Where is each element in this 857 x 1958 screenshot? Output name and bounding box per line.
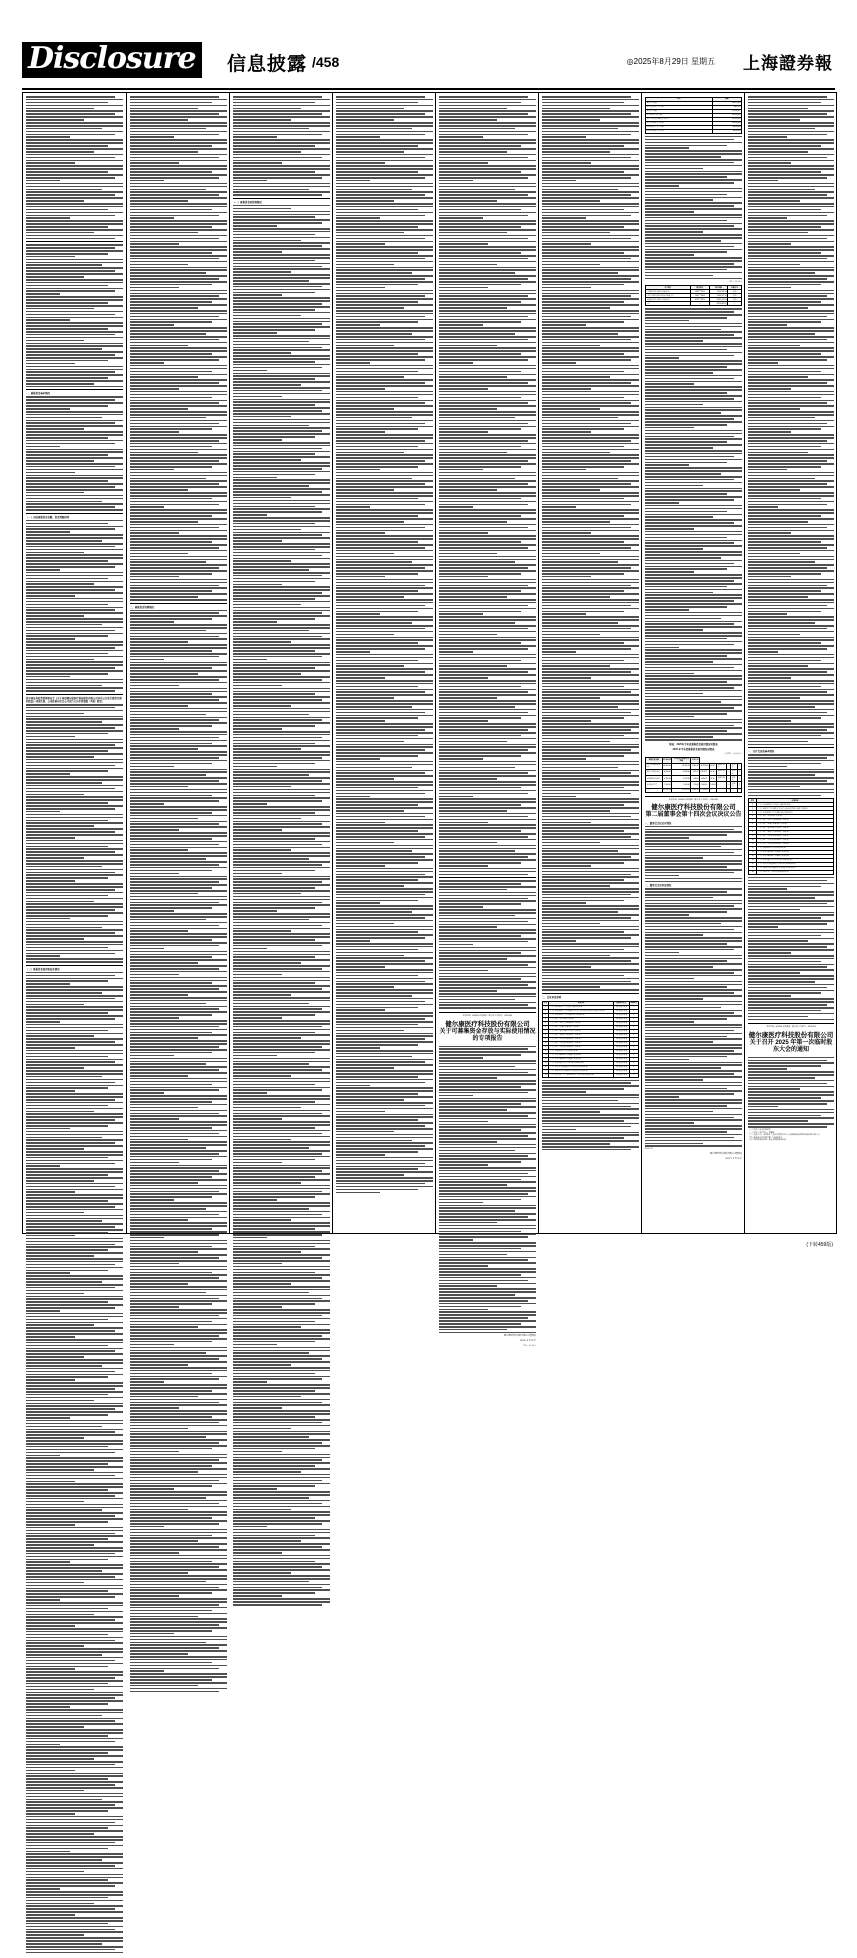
table-cell: 10 bbox=[543, 1041, 549, 1045]
table-cell: 其中：累计投入募集资金项目 bbox=[646, 117, 713, 121]
col-name: 议案名称 bbox=[549, 1001, 614, 1005]
table-cell: 13 bbox=[749, 850, 757, 854]
section-heading: 一、董事会会议召开情况 bbox=[645, 821, 672, 825]
text-block bbox=[130, 96, 227, 601]
table-unit: 合并单位：人民币万元 bbox=[724, 752, 742, 755]
article-company-name: 健尔康医疗科技股份有限公司 bbox=[651, 804, 736, 812]
col-amount: 金额 bbox=[712, 98, 741, 102]
table-cell: 非累积投票议案 bbox=[615, 1050, 628, 1052]
table-cell: 9 bbox=[543, 1037, 549, 1041]
closing-note: 特此公告。 bbox=[645, 1148, 655, 1151]
table-cell: — bbox=[690, 302, 709, 306]
table-cell: 否 bbox=[738, 776, 742, 782]
col-year-value: 3,311.39 bbox=[691, 757, 700, 763]
col-account: 银行账号 bbox=[690, 286, 709, 290]
col-no: 序号 bbox=[543, 1002, 548, 1005]
table-cell: 非累积投票议案 bbox=[615, 1065, 628, 1068]
table-cell: 活期 bbox=[728, 298, 742, 302]
text-block bbox=[748, 754, 834, 796]
agenda-right-table bbox=[748, 798, 834, 875]
table-cell: 非累积投票议案 bbox=[615, 1006, 628, 1009]
section-heading: 二、董事会会议审议情况 bbox=[645, 884, 672, 888]
table-cell: 41.34 bbox=[709, 776, 716, 782]
doc-number: 证券代码：603205 证券简称：健尔康 公告编号：2025-034 bbox=[766, 1026, 816, 1029]
table-cell: √ bbox=[629, 1065, 638, 1069]
table-cell: 2 bbox=[543, 1009, 549, 1013]
table-cell: 《关于修订〈公司章程〉的议案》 bbox=[757, 815, 834, 819]
column-6 bbox=[538, 93, 642, 1233]
table-cell: 《关于公司未来三年（2025-2027年）股东回报规划的议案》 bbox=[549, 1073, 614, 1077]
table-cell: 中国银行股份有限公司南通分行 bbox=[646, 290, 691, 294]
table-cell: 700.00 bbox=[691, 782, 700, 788]
col-total-value: 41,990.39 bbox=[662, 757, 672, 763]
column-2 bbox=[126, 93, 230, 1233]
table-cell: 累计使用募集资金总额 bbox=[646, 121, 713, 125]
table-cell: 《关于公司未来三年股东回报规划的议案》 bbox=[757, 870, 834, 874]
table-cell: √ bbox=[629, 1017, 638, 1021]
col-name: 议案名称 bbox=[757, 799, 834, 803]
table-cell: 4,790.39 bbox=[672, 776, 691, 782]
table-cell: 《关于修订〈董事会议事规则〉的议案》 bbox=[757, 823, 834, 827]
table-cell: 减：发行费用（不含税） bbox=[646, 105, 713, 109]
table-cell: 5158****9371 bbox=[690, 290, 709, 294]
table-cell: 100.00 bbox=[709, 782, 716, 788]
table-cell: 8 bbox=[749, 831, 757, 835]
table-cell: 7 bbox=[543, 1029, 549, 1033]
table-cell: 合计 bbox=[646, 788, 663, 792]
masthead-date: ◎2025年8月29日 星期五 bbox=[626, 57, 715, 66]
table-cell: 《关于修订〈对外投资管理制度〉的议案》 bbox=[549, 1045, 614, 1049]
table-cell: 6 bbox=[543, 1025, 549, 1029]
meeting-section-5: （四）现场会议召开的日期、时间和地点 bbox=[748, 1136, 783, 1139]
appendix-heading: 附表：2025年半年度募集资金使用情况对照表 bbox=[669, 742, 718, 746]
meeting-agenda-table bbox=[542, 1001, 639, 1078]
table-cell: √ bbox=[629, 1029, 638, 1033]
text-block bbox=[645, 888, 742, 1147]
table-cell: 不适用 bbox=[731, 763, 738, 769]
masthead-page-number: /458 bbox=[312, 54, 340, 70]
table-row bbox=[646, 302, 742, 306]
text-block bbox=[439, 1046, 536, 1334]
table-cell: 7,000.00 bbox=[672, 782, 691, 788]
article-company-name: 健尔康医疗科技股份有限公司 bbox=[445, 1020, 530, 1028]
table-cell: 4 bbox=[543, 1017, 549, 1021]
table-cell: 中国工商银行股份有限公司南通分行 bbox=[646, 294, 691, 298]
table-cell: √ bbox=[629, 1033, 638, 1037]
table-unit: 单位：人民币元 bbox=[523, 1344, 536, 1347]
text-block bbox=[542, 1080, 639, 1151]
column-8 bbox=[744, 93, 837, 1233]
table-cell: 《关于公司监事2025年度薪酬方案的议案》 bbox=[757, 854, 834, 858]
col-type: 存储方式 bbox=[728, 286, 742, 290]
section-heading: 经中国证券监督管理委员会《关于同意健尔康医疗科技股份有限公司首次公开发行股票注册的批复》同意注册，公司获准向社会公开发行人民币普通股（A股）股票。 bbox=[26, 696, 122, 703]
table-cell: 《关于公司董事2025年度薪酬方案的议案》 bbox=[757, 850, 834, 854]
masthead bbox=[22, 42, 835, 90]
table-cell: 67.56 bbox=[709, 763, 716, 769]
table-cell: √ bbox=[629, 1061, 638, 1065]
table-cell: 《关于修订〈独立董事工作制度〉的议案》 bbox=[549, 1029, 614, 1033]
table-cell: 非累积投票议案 bbox=[615, 1018, 628, 1021]
table-cell: 16 bbox=[749, 862, 757, 866]
table-cell: 非累积投票议案 bbox=[615, 1038, 628, 1041]
table-row bbox=[749, 870, 834, 874]
col-no: 序号 bbox=[749, 799, 757, 803]
table-cell: 《关于调整公司部分募投项目内部投资结构的议案》 bbox=[757, 866, 834, 870]
table-cell: 《关于修订〈关联交易管理制度〉的议案》 bbox=[757, 839, 834, 843]
table-cell: 《关于公司2025年半年度募集资金存放与实际使用情况的专项报告的议案》 bbox=[549, 1009, 614, 1013]
table-cell: 7,000.00 bbox=[662, 782, 672, 788]
text-block bbox=[439, 96, 536, 875]
masthead-section: 信息披露 bbox=[227, 54, 308, 75]
table-cell: 非累积投票议案 bbox=[615, 1053, 628, 1056]
table-cell: 2,440,121.70 bbox=[709, 294, 727, 298]
table-cell: 10 bbox=[749, 839, 757, 843]
table-cell: 9 bbox=[749, 835, 757, 839]
table-cell: 27,513.31 bbox=[700, 788, 709, 791]
table-cell: 18 bbox=[543, 1073, 549, 1077]
table-cell: 《关于公司董事2025年度薪酬方案的议案》 bbox=[549, 1053, 614, 1057]
article-signature-company: 健尔康医疗科技股份有限公司董事会 bbox=[503, 1335, 536, 1338]
table-cell: 活期 bbox=[728, 294, 742, 298]
table-cell: 营销网络建设项目 bbox=[646, 776, 663, 782]
table-cell: 14 bbox=[749, 854, 757, 858]
project-usage-table bbox=[645, 757, 742, 793]
table-cell: 11 bbox=[543, 1045, 549, 1049]
text-block bbox=[645, 308, 742, 740]
table-cell: 48,412,600 bbox=[712, 101, 741, 105]
table-cell: 6,200.00 bbox=[672, 769, 691, 775]
table-cell: 3 bbox=[543, 1013, 549, 1017]
table-cell: 活期 bbox=[728, 290, 742, 294]
page-footer-code: (下转459版) bbox=[806, 1242, 833, 1248]
table-cell: 3,311.39 bbox=[692, 788, 699, 791]
table-cell: 4,790.39 bbox=[662, 776, 672, 782]
text-block bbox=[26, 96, 123, 239]
section-heading: 二、募集资金管理情况 bbox=[130, 605, 154, 609]
article-signature-date: 2025年 8 月 29 日 bbox=[519, 1340, 536, 1343]
table-cell: 41,990.39 bbox=[672, 788, 691, 792]
table-cell: 《关于公司2025年半年度报告及摘要的议案》 bbox=[757, 803, 834, 807]
table-cell: 6,42,213 bbox=[712, 105, 741, 109]
table-cell: 8,876,483.17 bbox=[709, 302, 727, 306]
table-cell: √ bbox=[629, 1073, 638, 1077]
column-5 bbox=[435, 93, 539, 1347]
table-cell: 418.00 bbox=[691, 776, 700, 782]
table-cell: 24,000.00 bbox=[662, 763, 672, 769]
article-header-shareholders-meeting bbox=[748, 1032, 834, 1055]
table-cell: 3 bbox=[749, 811, 757, 815]
table-cell: 非累积投票议案 bbox=[615, 1042, 628, 1045]
column-1 bbox=[23, 93, 126, 1233]
table-cell: √ bbox=[629, 1057, 638, 1061]
table-cell: 3,115,241.34 bbox=[709, 290, 727, 294]
table-cell: 13 bbox=[543, 1053, 549, 1057]
table-cell: 非累积投票议案 bbox=[615, 1069, 628, 1072]
table-cell: 期末募集资金专户余额 bbox=[646, 125, 713, 129]
fundraising-summary-table bbox=[645, 97, 742, 134]
table-row bbox=[646, 788, 742, 792]
table-cell: 《关于公司2025年半年度报告及摘要的议案》 bbox=[549, 1005, 614, 1009]
table-cell: 6,200.00 bbox=[662, 769, 672, 775]
meeting-section-4: （三）投票方式：本次股东大会所采用的表决方式是现场投票和网络投票相结合的方式 bbox=[748, 1134, 820, 1137]
table-cell: 16,214.33 bbox=[700, 763, 710, 769]
section-heading: （二）募集资金使用和结余情况 bbox=[26, 967, 60, 971]
table-row bbox=[543, 1073, 639, 1077]
col-balance: 账户余额 bbox=[709, 286, 727, 290]
text-block bbox=[130, 610, 227, 1693]
table-cell: 《关于公司2025年半年度利润分配方案的议案》 bbox=[549, 1013, 614, 1017]
text-block bbox=[233, 96, 330, 196]
table-cell: 18 bbox=[749, 870, 757, 874]
account-balance-table bbox=[645, 285, 742, 306]
table-cell: 《关于修订〈对外担保管理制度〉的议案》 bbox=[549, 1037, 614, 1041]
table-cell: 《关于修订〈关联交易管理制度〉的议案》 bbox=[549, 1041, 614, 1045]
text-block bbox=[26, 520, 123, 692]
table-cell: — bbox=[717, 788, 727, 792]
table-cell: 11 bbox=[749, 842, 757, 846]
table-cell: 《关于使用部分闲置募集资金进行现金管理的议案》 bbox=[549, 1065, 614, 1069]
table-cell: √ bbox=[629, 1069, 638, 1073]
table-cell: 《关于修订〈股东大会议事规则〉的议案》 bbox=[757, 819, 834, 823]
table-cell: 15 bbox=[543, 1061, 549, 1065]
table-cell: 《关于修订〈对外投资管理制度〉的议案》 bbox=[757, 842, 834, 846]
table-cell: 37.40 bbox=[709, 769, 716, 775]
table-cell: 非累积投票议案 bbox=[615, 1026, 628, 1029]
table-cell: 16 bbox=[543, 1065, 549, 1069]
article-title: 关于召开 2025 年第一次临时股东大会的通知 bbox=[749, 1039, 833, 1054]
masthead-logo: Disclosure bbox=[22, 42, 202, 78]
table-cell: 募集资金总额 bbox=[646, 101, 713, 105]
article-title: 第二届董事会第十四次会议决议公告 bbox=[645, 812, 742, 819]
text-block bbox=[645, 826, 742, 883]
table-cell: 33,113,904 bbox=[712, 113, 741, 117]
table-cell: 《关于2025年半年度募集资金存放与实际使用情况专项报告的议案》 bbox=[757, 807, 834, 811]
article-company-name: 健尔康医疗科技股份有限公司 bbox=[748, 1031, 834, 1039]
text-block bbox=[542, 96, 639, 991]
table-cell: — bbox=[728, 788, 730, 791]
table-cell: 否 bbox=[738, 769, 742, 775]
table-cell: 合计 bbox=[646, 302, 691, 306]
table-cell: 《关于修订〈募集资金管理制度〉的议案》 bbox=[549, 1033, 614, 1037]
article-signature-date: 2025 年 8 月 29 日 bbox=[725, 1157, 742, 1160]
table-cell: 12 bbox=[749, 846, 757, 850]
table-cell: — bbox=[738, 788, 741, 791]
table-cell: 非累积投票议案 bbox=[615, 1014, 628, 1017]
text-block bbox=[748, 96, 834, 745]
table-cell: 24,000.00 bbox=[672, 763, 691, 769]
table-cell: 2026年12月 bbox=[717, 770, 726, 775]
table-cell: 非累积投票议案 bbox=[615, 1034, 628, 1037]
table-cell: 《关于聘请2025年度审计机构的议案》 bbox=[757, 846, 834, 850]
col-year-label: 本年度投入募集资金总额 bbox=[673, 758, 689, 763]
table-cell: √ bbox=[629, 1013, 638, 1017]
table-cell: 《关于聘请2025年度审计机构的议案》 bbox=[549, 1049, 614, 1053]
table-cell: 交通银行股份有限公司南通分行 bbox=[646, 298, 691, 302]
section-heading: 二、会议审议事项 bbox=[542, 995, 562, 999]
table-cell: √ bbox=[629, 1037, 638, 1041]
table-cell: 年产医用敷料建设项目 bbox=[646, 763, 663, 769]
meeting-section-3: （二）股东大会召集人：董事会 bbox=[748, 1131, 775, 1134]
col-type: 投票股东类型 bbox=[613, 1001, 629, 1005]
table-cell: 4 bbox=[749, 815, 757, 819]
col-a-share: A股股东 bbox=[630, 1002, 637, 1005]
table-cell: 5 bbox=[543, 1021, 549, 1025]
table-cell: 研发中心建设项目 bbox=[646, 769, 663, 775]
table-cell: √ bbox=[629, 1021, 638, 1025]
table-cell: — bbox=[731, 788, 738, 792]
table-cell: 不适用 bbox=[731, 782, 738, 788]
table-row bbox=[646, 129, 742, 133]
table-cell: 1 bbox=[749, 803, 757, 807]
table-cell: 非累积投票议案 bbox=[615, 1061, 628, 1064]
column-7 bbox=[641, 93, 745, 1233]
table-cell: √ bbox=[629, 1053, 638, 1057]
table-cell: 《关于使用闲置自有资金进行现金管理的议案》 bbox=[757, 858, 834, 862]
table-cell: 《关于使用闲置自有资金进行现金管理的议案》 bbox=[549, 1061, 614, 1065]
table-cell: 17 bbox=[543, 1069, 549, 1073]
text-block bbox=[26, 704, 123, 963]
text-block bbox=[748, 1057, 834, 1128]
table-cell: 《关于调整公司部分募投项目内部投资结构的议案》 bbox=[549, 1069, 614, 1073]
meeting-section-2: （一）股东大会类型和届次 bbox=[748, 1128, 771, 1131]
table-cell: 《关于公司2025年半年度利润分配方案的议案》 bbox=[757, 811, 834, 815]
table-cell: 否 bbox=[738, 782, 742, 788]
table-cell: 7 bbox=[749, 827, 757, 831]
table-cell: 不适用 bbox=[731, 776, 738, 782]
table-cell: 《关于修订〈独立董事工作制度〉的议案》 bbox=[757, 827, 834, 831]
table-cell: 非累积投票议案 bbox=[615, 1030, 628, 1033]
table-cell: √ bbox=[629, 1049, 638, 1053]
doc-number: 证券代码：603205 证券简称：健尔康 公告编号：2025-033 bbox=[462, 1014, 513, 1017]
table-cell: 《关于修订〈募集资金管理制度〉的议案》 bbox=[757, 831, 834, 835]
table-cell: 2026年12月 bbox=[717, 764, 726, 769]
table-cell: 6 bbox=[749, 823, 757, 827]
article-header-board-resolution bbox=[645, 804, 742, 820]
table-cell: 《关于修订〈股东大会议事规则〉的议案》 bbox=[549, 1021, 614, 1025]
table-cell: 截至期末累计发生额 bbox=[646, 113, 713, 117]
table-cell: 尚未使用募集资金余额 bbox=[646, 129, 713, 133]
table-cell: √ bbox=[629, 1045, 638, 1049]
table-cell: 7,000.00 bbox=[700, 782, 710, 788]
table-cell: 15 bbox=[749, 858, 757, 862]
table-cell: √ bbox=[629, 1041, 638, 1045]
section-heading: 一、募集资金基本情况 bbox=[26, 392, 50, 396]
table-cell: 8 bbox=[543, 1033, 549, 1037]
table-cell: 3,321,120.13 bbox=[709, 298, 727, 302]
table-cell: 613.27 bbox=[691, 769, 700, 775]
table-cell: 非累积投票议案 bbox=[615, 1022, 628, 1025]
table-cell: 31,110,110 bbox=[712, 117, 741, 121]
table-cell: 1105****6820 bbox=[690, 294, 709, 298]
table-cell: 《关于修订〈公司章程〉的议案》 bbox=[549, 1017, 614, 1021]
table-cell: 非累积投票议案 bbox=[615, 1010, 628, 1013]
table-cell: 41,990.39 bbox=[663, 788, 671, 791]
table-cell: 非累积投票议案 bbox=[615, 1073, 628, 1076]
table-cell: 《关于修订〈董事会议事规则〉的议案》 bbox=[549, 1025, 614, 1029]
article-header-special-report bbox=[439, 1021, 536, 1044]
article-signature-company: 健尔康医疗科技股份有限公司董事会 bbox=[709, 1152, 742, 1155]
table-cell: 不适用 bbox=[731, 769, 738, 775]
text-block bbox=[336, 96, 433, 1193]
col-total-label: 募集资金总额 bbox=[646, 757, 663, 763]
table-cell: 12 bbox=[543, 1049, 549, 1053]
col-item: 项目 bbox=[646, 98, 713, 102]
table-cell: √ bbox=[629, 1025, 638, 1029]
table-cell: √ bbox=[629, 1005, 638, 1009]
table-cell: 非累积投票议案 bbox=[615, 1057, 628, 1060]
table-cell: 1,580.12 bbox=[691, 763, 700, 769]
table-cell: — bbox=[727, 776, 731, 782]
doc-number: 证券代码：603205 证券简称：健尔康 公告编号：2025-031 bbox=[668, 798, 719, 801]
table-cell: — bbox=[727, 782, 731, 788]
column-4 bbox=[332, 93, 436, 1233]
table-cell: 2,318.77 bbox=[700, 769, 710, 775]
table-cell: 《关于公司监事2025年度薪酬方案的议案》 bbox=[549, 1057, 614, 1061]
table-cell: 8,876,483 bbox=[712, 125, 741, 129]
table-cell: 《关于使用部分闲置募集资金进行现金管理的议案》 bbox=[757, 862, 834, 866]
article-title: 关于可募集资金存放与实际使用情况的专项报告 bbox=[439, 1028, 536, 1043]
table-cell: 5 bbox=[749, 819, 757, 823]
table-cell: 1,980.21 bbox=[700, 776, 710, 782]
table-cell: 补充流动资金 bbox=[646, 782, 663, 788]
text-block bbox=[26, 972, 123, 1954]
text-block bbox=[26, 244, 123, 387]
table-cell: √ bbox=[629, 1009, 638, 1013]
section-heading: （一）实际募集资金金额、资金到账时间 bbox=[26, 515, 70, 519]
table-cell: 2 bbox=[749, 807, 757, 811]
table-cell: 8,876,483 bbox=[712, 129, 741, 133]
table-cell: 否 bbox=[738, 763, 742, 769]
section-heading: 一、召开会议的基本情况 bbox=[748, 750, 775, 754]
col-bank: 开户银行 bbox=[646, 286, 691, 290]
text-block bbox=[748, 877, 834, 1020]
table-cell: — bbox=[727, 769, 731, 775]
table-cell: 17 bbox=[749, 866, 757, 870]
table-cell: — bbox=[728, 302, 742, 306]
text-block bbox=[645, 136, 742, 279]
masthead-paper-name: 上海證券報 bbox=[743, 54, 833, 74]
table-cell: 2026年12月 bbox=[717, 776, 726, 781]
column-3 bbox=[229, 93, 333, 1233]
project-table-title: 2025 年半年度募集资金使用情况对照表 bbox=[672, 747, 715, 751]
table-cell: 33,113,904 bbox=[712, 121, 741, 125]
section-heading: （一）募集资金的管理情况 bbox=[233, 200, 262, 204]
table-cell: 41,990,387 bbox=[712, 109, 741, 113]
table-cell: — bbox=[709, 788, 716, 792]
meeting-section-6: （五）网络投票的系统、起止日期和投票时间 bbox=[748, 1139, 786, 1142]
table-unit: 单位：人民币元 bbox=[729, 281, 742, 284]
table-cell: — bbox=[727, 763, 731, 769]
table-cell: 募集资金净额 bbox=[646, 109, 713, 113]
table-cell: 非累积投票议案 bbox=[615, 1046, 628, 1049]
table-cell: 1 bbox=[543, 1005, 549, 1009]
table-cell: 《关于修订〈对外担保管理制度〉的议案》 bbox=[757, 835, 834, 839]
table-cell: 3210****8012 bbox=[690, 298, 709, 302]
text-block bbox=[439, 880, 536, 1009]
text-block bbox=[233, 205, 330, 1606]
table-cell: — bbox=[717, 782, 727, 788]
text-block bbox=[26, 396, 123, 510]
table-cell: 14 bbox=[543, 1057, 549, 1061]
